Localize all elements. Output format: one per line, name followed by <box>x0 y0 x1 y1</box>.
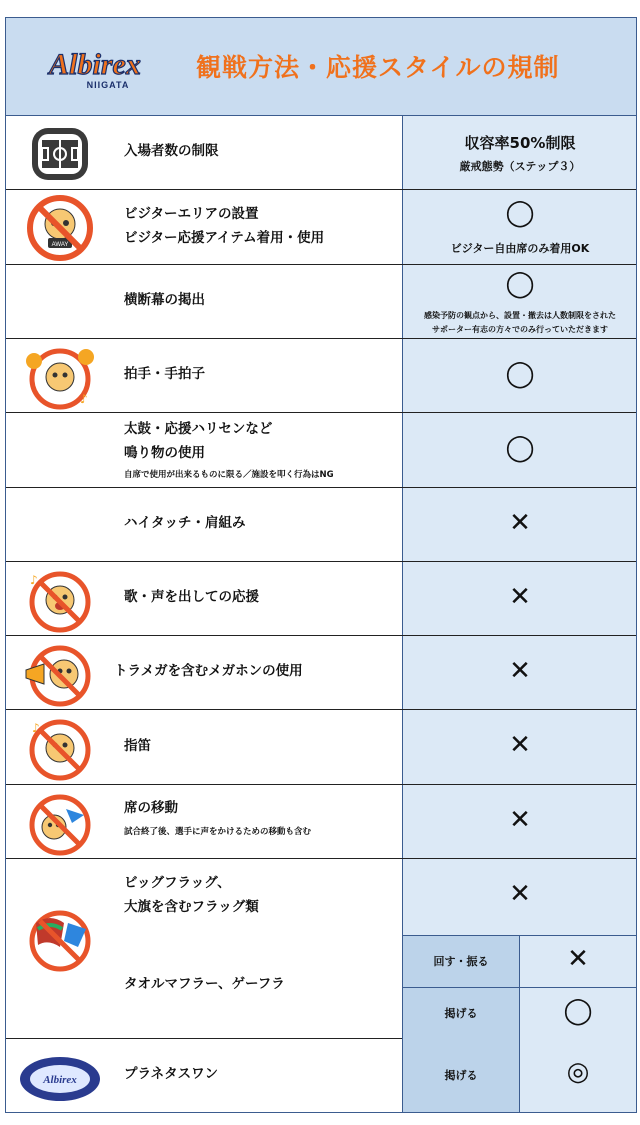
allowed-mark: ◯ <box>505 359 535 389</box>
row-label: ビッグフラッグ、 <box>124 875 231 891</box>
mascot-whistle-prohibited-icon <box>20 714 100 782</box>
prohibited-mark: ✕ <box>509 879 531 909</box>
prohibited-mark: ✕ <box>509 805 531 835</box>
allowed-mark: ◯ <box>505 198 535 228</box>
allowed-mark: ◯ <box>505 269 535 299</box>
row-label: 歌・声を出しての応援 <box>124 589 259 605</box>
table-row <box>6 859 636 1039</box>
table-row <box>6 339 636 413</box>
prohibited-mark: ✕ <box>509 656 531 686</box>
mascot-megaphone-prohibited-icon <box>20 640 100 708</box>
allowed-mark: ◯ <box>505 433 535 463</box>
sub-cell-value <box>519 1039 636 1112</box>
prohibited-mark: ✕ <box>509 508 531 538</box>
svg-text:♪: ♪ <box>32 721 40 735</box>
row-value-note: 感染予防の観点から、設置・撤去は人数制限をされた <box>424 311 616 320</box>
row-value-sub: 厳戒態勢（ステップ３） <box>459 160 581 173</box>
highly-allowed-mark: ◎ <box>566 1057 590 1087</box>
svg-text:AWAY: AWAY <box>51 242 69 248</box>
svg-text:♪: ♪ <box>80 392 88 406</box>
svg-text:NIIGATA: NIIGATA <box>86 80 130 90</box>
table-row <box>6 488 636 562</box>
row-label: ビジターエリアの設置 <box>124 206 259 222</box>
table-header <box>6 18 636 116</box>
table-row <box>6 265 636 339</box>
prohibited-mark: ✕ <box>509 730 531 760</box>
svg-text:♪: ♪ <box>30 573 38 587</box>
row-label: 拍手・手拍子 <box>124 366 205 382</box>
row-label: 大旗を含むフラッグ類 <box>124 899 259 915</box>
row-note: 試合終了後、選手に声をかけるための移動も含む <box>124 827 312 837</box>
row-label: プラネタスワン <box>124 1066 219 1082</box>
mascot-singing-prohibited-icon <box>20 566 100 634</box>
row-note: 自席で使用が出来るものに限る／施設を叩く行為はNG <box>124 470 334 480</box>
row-label: 鳴り物の使用 <box>124 445 205 461</box>
sub-cell-key: 掲げる <box>402 987 519 1039</box>
allowed-mark: ◯ <box>563 996 593 1026</box>
svg-text:Albirex: Albirex <box>49 48 141 81</box>
stadium-icon <box>20 120 100 188</box>
row-value: 収容率50%制限 <box>464 134 576 152</box>
mascot-moving-prohibited-icon <box>20 789 100 857</box>
row-label: トラメガを含むメガホンの使用 <box>114 663 303 679</box>
row-label: 太鼓・応援ハリセンなど <box>124 421 273 437</box>
prohibited-mark: ✕ <box>509 582 531 612</box>
table-row <box>6 413 636 488</box>
table-row <box>6 562 636 636</box>
sub-cell-value <box>519 987 636 1039</box>
row-label: 横断幕の掲出 <box>124 292 205 308</box>
sub-cell-value <box>519 935 636 987</box>
table-row <box>6 710 636 785</box>
mascot-clapping-icon <box>20 343 100 411</box>
row-label: ハイタッチ・肩組み <box>124 515 246 531</box>
sub-cell-key: 掲げる <box>402 1039 519 1112</box>
row-label: 指笛 <box>124 738 151 754</box>
regulation-table <box>5 17 637 1113</box>
table-row <box>6 785 636 859</box>
row-label: 入場者数の制限 <box>124 143 219 159</box>
flag-prohibited-icon <box>20 907 100 975</box>
sub-cell-key: 回す・振る <box>402 935 519 987</box>
row-label: ビジター応援アイテム着用・使用 <box>124 230 325 246</box>
row-label: 席の移動 <box>124 800 178 816</box>
albirex-logo <box>36 40 154 92</box>
table-row <box>6 190 636 265</box>
svg-text:Albirex: Albirex <box>43 1074 77 1086</box>
row-value-sub: ビジター自由席のみ着用OK <box>450 242 590 255</box>
table-row <box>6 1039 636 1112</box>
row-value-note: サポーター有志の方々でのみ行っていただきます <box>432 325 608 334</box>
page-title: 観戦方法・応援スタイルの規制 <box>196 53 560 82</box>
prohibited-mark: ✕ <box>567 944 589 974</box>
table-row <box>6 636 636 710</box>
table-row <box>6 116 636 190</box>
mascot-away-prohibited-icon <box>20 194 100 262</box>
towel-scarf-icon <box>16 1043 104 1111</box>
row-label: タオルマフラー、ゲーフラ <box>124 976 285 992</box>
